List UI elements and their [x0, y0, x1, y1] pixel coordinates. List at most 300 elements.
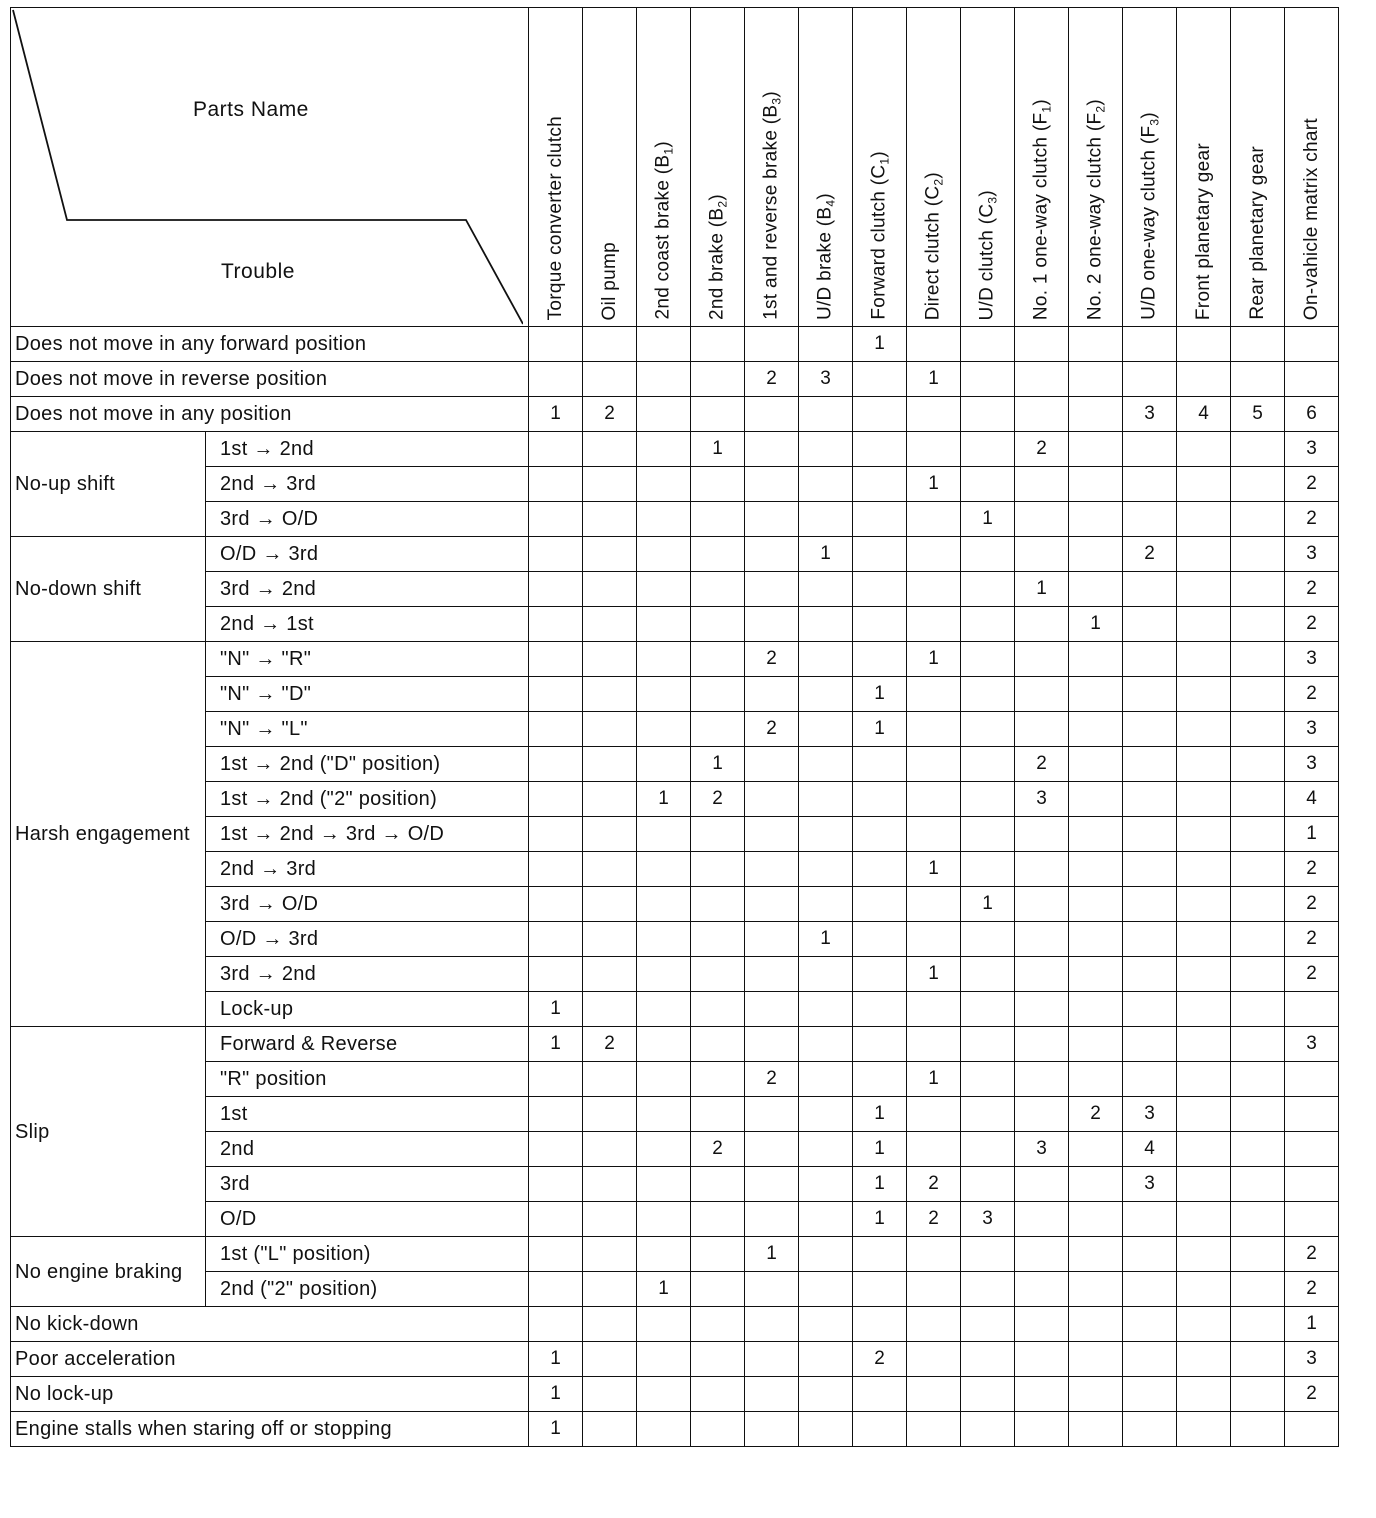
- matrix-cell: [529, 677, 583, 712]
- matrix-cell: [853, 922, 907, 957]
- matrix-cell: [961, 327, 1015, 362]
- column-header: [637, 8, 691, 327]
- matrix-cell: 1: [1285, 1307, 1339, 1342]
- matrix-cell: [961, 1097, 1015, 1132]
- column-header-text: Oil pump: [598, 241, 620, 320]
- matrix-cell: [853, 642, 907, 677]
- column-header: [1069, 8, 1123, 327]
- column-header: [529, 8, 583, 327]
- matrix-cell: 1: [853, 1132, 907, 1167]
- matrix-cell: [1177, 1237, 1231, 1272]
- trouble-condition: 2nd → 1st: [206, 607, 529, 642]
- matrix-cell: [961, 1272, 1015, 1307]
- matrix-cell: [637, 432, 691, 467]
- matrix-cell: [853, 397, 907, 432]
- matrix-cell: [691, 922, 745, 957]
- trouble-condition: 3rd → 2nd: [206, 572, 529, 607]
- matrix-cell: [1231, 1167, 1285, 1202]
- matrix-cell: [1231, 537, 1285, 572]
- matrix-cell: [1015, 467, 1069, 502]
- matrix-cell: [907, 922, 961, 957]
- matrix-cell: 1: [907, 467, 961, 502]
- matrix-cell: 3: [1285, 1027, 1339, 1062]
- matrix-cell: [745, 1377, 799, 1412]
- matrix-cell: [745, 397, 799, 432]
- matrix-cell: [637, 362, 691, 397]
- matrix-cell: [1069, 502, 1123, 537]
- matrix-cell: [691, 502, 745, 537]
- column-header-label: [706, 194, 729, 320]
- matrix-cell: [1069, 1167, 1123, 1202]
- table-row: [11, 1237, 1339, 1272]
- matrix-cell: [529, 747, 583, 782]
- matrix-cell: [583, 502, 637, 537]
- matrix-cell: [1123, 1027, 1177, 1062]
- matrix-cell: 1: [745, 1237, 799, 1272]
- column-header-subscript: 3: [1146, 118, 1161, 126]
- matrix-cell: [853, 537, 907, 572]
- matrix-cell: [1231, 1342, 1285, 1377]
- matrix-cell: [853, 817, 907, 852]
- matrix-cell: [745, 572, 799, 607]
- matrix-cell: [799, 747, 853, 782]
- matrix-cell: [583, 1062, 637, 1097]
- column-header-text: U/D one-way clutch (F: [1138, 125, 1160, 320]
- matrix-cell: [1069, 572, 1123, 607]
- trouble-label: Engine stalls when staring off or stopping: [11, 1412, 529, 1447]
- table-row: [11, 502, 1339, 537]
- matrix-cell: [637, 1097, 691, 1132]
- matrix-cell: [1177, 852, 1231, 887]
- table-row: [11, 1202, 1339, 1237]
- matrix-cell: 2: [1285, 677, 1339, 712]
- matrix-cell: [637, 607, 691, 642]
- matrix-cell: [1069, 1272, 1123, 1307]
- matrix-cell: [1069, 1062, 1123, 1097]
- matrix-cell: [637, 397, 691, 432]
- matrix-cell: [1231, 467, 1285, 502]
- column-header-text: Forward clutch (C: [868, 164, 890, 320]
- matrix-cell: [637, 1167, 691, 1202]
- matrix-cell: 1: [529, 397, 583, 432]
- column-header-text: No. 2 one-way clutch (F: [1084, 112, 1106, 320]
- matrix-cell: [745, 1307, 799, 1342]
- matrix-cell: [745, 852, 799, 887]
- matrix-cell: [1123, 852, 1177, 887]
- matrix-cell: [745, 1342, 799, 1377]
- matrix-cell: [1231, 1307, 1285, 1342]
- matrix-cell: 1: [907, 852, 961, 887]
- table-row: [11, 782, 1339, 817]
- matrix-cell: [1015, 922, 1069, 957]
- matrix-cell: [1123, 642, 1177, 677]
- matrix-cell: [1177, 887, 1231, 922]
- matrix-cell: [691, 852, 745, 887]
- matrix-cell: [1069, 782, 1123, 817]
- matrix-cell: [961, 852, 1015, 887]
- matrix-cell: 1: [853, 1202, 907, 1237]
- matrix-cell: [907, 887, 961, 922]
- matrix-cell: [691, 1377, 745, 1412]
- matrix-cell: 1: [799, 922, 853, 957]
- matrix-cell: 2: [1015, 747, 1069, 782]
- matrix-cell: [961, 817, 1015, 852]
- header-corner-cell: [11, 8, 529, 327]
- matrix-cell: [853, 747, 907, 782]
- matrix-cell: [1069, 537, 1123, 572]
- matrix-cell: [1069, 432, 1123, 467]
- matrix-cell: [745, 1202, 799, 1237]
- matrix-cell: [961, 467, 1015, 502]
- matrix-cell: 1: [637, 1272, 691, 1307]
- trouble-condition: 1st ("L" position): [206, 1237, 529, 1272]
- matrix-cell: [1123, 1307, 1177, 1342]
- matrix-cell: [583, 432, 637, 467]
- matrix-cell: 1: [691, 432, 745, 467]
- matrix-cell: [529, 922, 583, 957]
- table-row: [11, 397, 1339, 432]
- column-header-label: [922, 172, 945, 320]
- matrix-cell: 4: [1177, 397, 1231, 432]
- matrix-cell: [853, 1307, 907, 1342]
- trouble-label: No lock-up: [11, 1377, 529, 1412]
- matrix-cell: [1231, 1027, 1285, 1062]
- trouble-condition: "N" → "L": [206, 712, 529, 747]
- matrix-cell: [907, 712, 961, 747]
- matrix-cell: 2: [1285, 852, 1339, 887]
- matrix-cell: [529, 1237, 583, 1272]
- table-row: [11, 1097, 1339, 1132]
- matrix-cell: [1231, 432, 1285, 467]
- matrix-cell: 3: [961, 1202, 1015, 1237]
- matrix-cell: 4: [1123, 1132, 1177, 1167]
- matrix-cell: [529, 362, 583, 397]
- matrix-cell: [1015, 1377, 1069, 1412]
- matrix-cell: [745, 1097, 799, 1132]
- matrix-cell: 2: [1285, 572, 1339, 607]
- table-row: [11, 572, 1339, 607]
- matrix-cell: [799, 992, 853, 1027]
- matrix-cell: [1177, 1202, 1231, 1237]
- matrix-cell: 2: [1285, 922, 1339, 957]
- matrix-cell: 3: [799, 362, 853, 397]
- matrix-cell: [1177, 1377, 1231, 1412]
- matrix-cell: [637, 642, 691, 677]
- matrix-cell: [691, 1167, 745, 1202]
- matrix-cell: [1069, 467, 1123, 502]
- matrix-cell: 3: [1015, 782, 1069, 817]
- matrix-cell: [637, 957, 691, 992]
- matrix-cell: [1015, 1202, 1069, 1237]
- matrix-cell: [529, 432, 583, 467]
- matrix-cell: [1015, 607, 1069, 642]
- matrix-cell: [745, 1132, 799, 1167]
- matrix-cell: [583, 1132, 637, 1167]
- matrix-cell: 2: [583, 397, 637, 432]
- column-header-subscript: 1: [660, 148, 675, 156]
- matrix-cell: 1: [907, 362, 961, 397]
- column-header-label: [545, 116, 567, 320]
- matrix-cell: [1069, 1307, 1123, 1342]
- table-row: [11, 1027, 1339, 1062]
- matrix-cell: [1177, 1412, 1231, 1447]
- matrix-cell: 2: [691, 782, 745, 817]
- matrix-cell: [1015, 887, 1069, 922]
- matrix-cell: 5: [1231, 397, 1285, 432]
- matrix-cell: [853, 362, 907, 397]
- matrix-cell: [745, 537, 799, 572]
- trouble-condition: 3rd → O/D: [206, 887, 529, 922]
- matrix-cell: [1177, 502, 1231, 537]
- column-header-text: Direct clutch (C: [922, 185, 944, 320]
- column-header-label: [1138, 112, 1161, 320]
- matrix-cell: [745, 607, 799, 642]
- matrix-cell: [1015, 1342, 1069, 1377]
- column-header-label: [1247, 146, 1269, 320]
- matrix-cell: [691, 1062, 745, 1097]
- matrix-cell: [1231, 1412, 1285, 1447]
- matrix-cell: [1285, 327, 1339, 362]
- matrix-cell: [961, 992, 1015, 1027]
- matrix-cell: [529, 327, 583, 362]
- matrix-cell: [1231, 712, 1285, 747]
- matrix-cell: 3: [1285, 537, 1339, 572]
- matrix-cell: [907, 432, 961, 467]
- column-header-subscript: 1: [1038, 105, 1053, 113]
- matrix-cell: 1: [529, 1412, 583, 1447]
- matrix-cell: 2: [1069, 1097, 1123, 1132]
- matrix-cell: [961, 1062, 1015, 1097]
- column-header-close: ): [922, 171, 944, 179]
- matrix-cell: [1123, 502, 1177, 537]
- column-header-close: ): [1138, 112, 1160, 119]
- column-header-text: U/D brake (B: [814, 206, 836, 320]
- trouble-category: Slip: [11, 1027, 206, 1237]
- matrix-cell: [1123, 1412, 1177, 1447]
- trouble-condition: Lock-up: [206, 992, 529, 1027]
- matrix-cell: [1285, 1132, 1339, 1167]
- matrix-cell: [1285, 1202, 1339, 1237]
- matrix-cell: [745, 327, 799, 362]
- matrix-cell: [961, 1377, 1015, 1412]
- matrix-cell: [1015, 852, 1069, 887]
- matrix-cell: [1177, 362, 1231, 397]
- matrix-cell: 1: [853, 327, 907, 362]
- matrix-cell: [961, 712, 1015, 747]
- matrix-cell: 1: [907, 1062, 961, 1097]
- trouble-category: Harsh engagement: [11, 642, 206, 1027]
- table-row: [11, 607, 1339, 642]
- matrix-cell: [745, 1412, 799, 1447]
- matrix-cell: [1231, 502, 1285, 537]
- matrix-cell: [1177, 957, 1231, 992]
- matrix-cell: [691, 642, 745, 677]
- matrix-cell: [799, 1132, 853, 1167]
- matrix-cell: 2: [745, 712, 799, 747]
- matrix-cell: [745, 467, 799, 502]
- matrix-cell: 2: [907, 1167, 961, 1202]
- matrix-cell: [637, 537, 691, 572]
- matrix-cell: [799, 607, 853, 642]
- matrix-cell: [853, 782, 907, 817]
- matrix-cell: [1123, 957, 1177, 992]
- matrix-cell: [637, 1342, 691, 1377]
- matrix-cell: [745, 502, 799, 537]
- matrix-cell: [583, 362, 637, 397]
- table-row: [11, 1412, 1339, 1447]
- column-header-subscript: 2: [714, 200, 729, 208]
- matrix-cell: [907, 537, 961, 572]
- matrix-cell: [637, 1062, 691, 1097]
- table-row: [11, 1307, 1339, 1342]
- column-header: [583, 8, 637, 327]
- matrix-cell: [907, 502, 961, 537]
- column-header-subscript: 3: [984, 196, 999, 204]
- matrix-cell: [1069, 922, 1123, 957]
- matrix-cell: [691, 327, 745, 362]
- matrix-cell: [1231, 992, 1285, 1027]
- column-header-label: [599, 242, 621, 320]
- column-header-label: [1030, 99, 1053, 320]
- matrix-cell: [691, 887, 745, 922]
- column-header: [907, 8, 961, 327]
- matrix-cell: [799, 677, 853, 712]
- trouble-condition: 2nd: [206, 1132, 529, 1167]
- parts-name-label: Parts Name: [193, 98, 309, 121]
- trouble-matrix-table: [10, 7, 1339, 1447]
- matrix-cell: 2: [745, 362, 799, 397]
- trouble-condition: 1st: [206, 1097, 529, 1132]
- matrix-cell: [799, 327, 853, 362]
- matrix-cell: [637, 992, 691, 1027]
- matrix-cell: [1231, 362, 1285, 397]
- matrix-cell: 2: [1285, 1237, 1339, 1272]
- matrix-cell: [583, 852, 637, 887]
- matrix-cell: 4: [1285, 782, 1339, 817]
- matrix-cell: [1123, 572, 1177, 607]
- matrix-cell: 1: [853, 1097, 907, 1132]
- matrix-cell: 6: [1285, 397, 1339, 432]
- matrix-cell: [1177, 467, 1231, 502]
- matrix-cell: [529, 817, 583, 852]
- matrix-cell: [799, 1272, 853, 1307]
- matrix-cell: [853, 432, 907, 467]
- matrix-cell: [907, 1027, 961, 1062]
- matrix-cell: [1123, 1202, 1177, 1237]
- column-header-text: No. 1 one-way clutch (F: [1030, 112, 1052, 320]
- matrix-cell: 1: [907, 642, 961, 677]
- matrix-cell: [907, 397, 961, 432]
- matrix-cell: [1123, 887, 1177, 922]
- matrix-cell: [583, 712, 637, 747]
- matrix-cell: [1231, 327, 1285, 362]
- matrix-cell: [853, 1377, 907, 1412]
- matrix-cell: [1123, 782, 1177, 817]
- column-header-close: ): [706, 193, 728, 201]
- matrix-cell: [637, 1377, 691, 1412]
- trouble-category: No-down shift: [11, 537, 206, 642]
- matrix-cell: [961, 362, 1015, 397]
- table-row: [11, 1272, 1339, 1307]
- matrix-cell: [961, 782, 1015, 817]
- column-header-subscript: 4: [822, 199, 837, 207]
- matrix-cell: 1: [853, 712, 907, 747]
- matrix-cell: [907, 1237, 961, 1272]
- matrix-cell: [907, 1342, 961, 1377]
- matrix-cell: [529, 712, 583, 747]
- matrix-cell: [1177, 677, 1231, 712]
- matrix-cell: [853, 502, 907, 537]
- matrix-cell: [907, 607, 961, 642]
- matrix-cell: [907, 327, 961, 362]
- column-header-close: ): [976, 189, 998, 197]
- matrix-cell: 3: [1285, 747, 1339, 782]
- matrix-cell: [583, 677, 637, 712]
- matrix-cell: [1231, 1202, 1285, 1237]
- matrix-cell: [583, 887, 637, 922]
- matrix-cell: [1069, 1027, 1123, 1062]
- matrix-cell: [583, 1202, 637, 1237]
- matrix-cell: [961, 1132, 1015, 1167]
- matrix-cell: [907, 747, 961, 782]
- matrix-cell: [1069, 747, 1123, 782]
- trouble-condition: 1st → 2nd ("D" position): [206, 747, 529, 782]
- column-header-close: ): [760, 91, 782, 98]
- matrix-cell: [745, 782, 799, 817]
- column-header-label: [1084, 99, 1107, 320]
- table-row: [11, 432, 1339, 467]
- trouble-condition: 1st → 2nd: [206, 432, 529, 467]
- matrix-cell: [745, 1272, 799, 1307]
- column-header: [961, 8, 1015, 327]
- matrix-cell: [637, 817, 691, 852]
- matrix-cell: [691, 362, 745, 397]
- matrix-cell: [637, 677, 691, 712]
- matrix-cell: [529, 1202, 583, 1237]
- matrix-cell: [583, 642, 637, 677]
- matrix-cell: [853, 1272, 907, 1307]
- column-header-label: [652, 141, 675, 320]
- matrix-cell: [853, 1412, 907, 1447]
- matrix-cell: [1285, 1167, 1339, 1202]
- matrix-cell: [1015, 397, 1069, 432]
- matrix-cell: [853, 852, 907, 887]
- matrix-cell: 1: [799, 537, 853, 572]
- matrix-cell: 3: [1285, 1342, 1339, 1377]
- matrix-cell: [691, 817, 745, 852]
- matrix-cell: 1: [529, 992, 583, 1027]
- matrix-cell: [907, 817, 961, 852]
- matrix-cell: [529, 1307, 583, 1342]
- column-header: [691, 8, 745, 327]
- matrix-cell: [583, 1097, 637, 1132]
- matrix-cell: [1177, 1167, 1231, 1202]
- column-header: [853, 8, 907, 327]
- matrix-cell: [961, 537, 1015, 572]
- matrix-cell: [1285, 992, 1339, 1027]
- trouble-condition: 1st → 2nd → 3rd → O/D: [206, 817, 529, 852]
- matrix-cell: [1069, 1412, 1123, 1447]
- trouble-label: No kick-down: [11, 1307, 529, 1342]
- table-row: [11, 327, 1339, 362]
- column-header-close: ): [1084, 98, 1106, 106]
- matrix-cell: [1123, 1062, 1177, 1097]
- matrix-cell: [1015, 677, 1069, 712]
- matrix-cell: [529, 782, 583, 817]
- column-header-text: 2nd brake (B: [706, 207, 728, 320]
- matrix-cell: [583, 1272, 637, 1307]
- matrix-cell: [691, 992, 745, 1027]
